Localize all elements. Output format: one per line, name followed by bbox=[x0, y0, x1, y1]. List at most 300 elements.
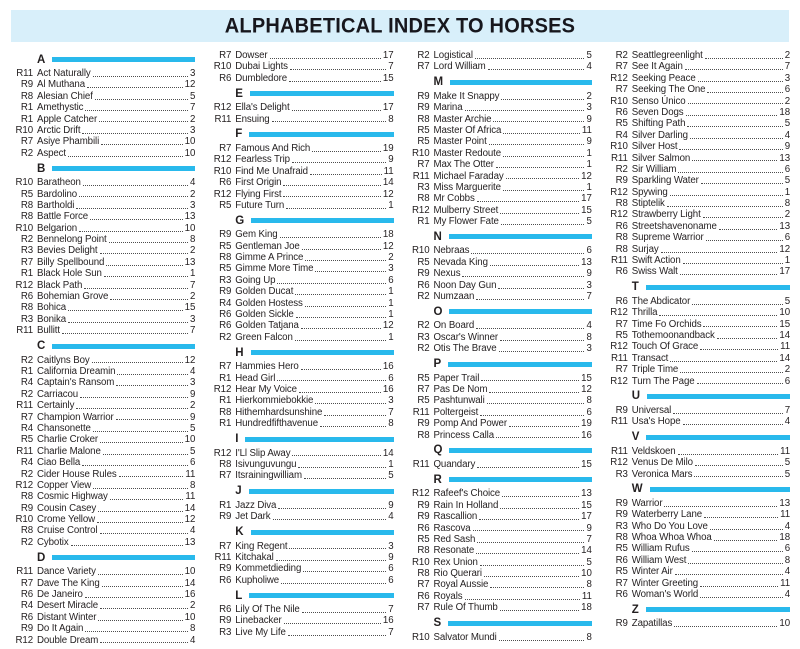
dot-leader bbox=[499, 351, 585, 352]
dot-leader bbox=[98, 620, 182, 621]
entry-race-number: R5 bbox=[219, 199, 232, 211]
entry-page-number: 16 bbox=[382, 615, 394, 627]
entry-horse-name: Whoa Whoa Whoa bbox=[631, 532, 712, 544]
entry-race-number: R6 bbox=[20, 291, 33, 303]
dot-leader bbox=[462, 276, 584, 277]
entry-horse-name: Mr Cobbs bbox=[433, 193, 475, 205]
index-entry bbox=[407, 511, 592, 522]
entry-page-number: 13 bbox=[779, 497, 790, 509]
entry-page-number: 2 bbox=[784, 95, 790, 107]
entry-page-number: 1 bbox=[388, 199, 394, 211]
section-letter: M bbox=[433, 76, 444, 89]
dot-leader bbox=[503, 156, 584, 157]
entry-page-number: 8 bbox=[586, 579, 592, 591]
entry-race-number: R12 bbox=[610, 186, 628, 198]
entry-race-number: R6 bbox=[615, 106, 628, 118]
dot-leader bbox=[703, 326, 777, 327]
entry-horse-name: Bevies Delight bbox=[37, 245, 98, 257]
section-header bbox=[208, 214, 393, 227]
entry-page-number: 17 bbox=[581, 193, 592, 205]
entry-horse-name: Carriacou bbox=[37, 388, 79, 400]
index-entry bbox=[605, 266, 790, 277]
entry-page-number: 5 bbox=[189, 422, 196, 434]
entry-horse-name: Silver Salmon bbox=[631, 152, 691, 164]
dot-leader bbox=[99, 121, 188, 122]
entry-race-number: R3 bbox=[417, 181, 430, 193]
entry-horse-name: Warrior bbox=[631, 497, 663, 509]
index-entry bbox=[10, 280, 195, 291]
index-entry bbox=[407, 193, 592, 204]
entry-race-number: R10 bbox=[412, 556, 430, 568]
dot-leader bbox=[100, 253, 188, 254]
entry-horse-name: My Flower Fate bbox=[433, 216, 499, 228]
dot-leader bbox=[688, 563, 782, 564]
entry-page-number: 6 bbox=[189, 457, 196, 469]
entry-horse-name: Dumbledore bbox=[235, 72, 288, 84]
entry-horse-name: Charlie Croker bbox=[37, 434, 99, 446]
dot-leader bbox=[675, 574, 783, 575]
entry-horse-name: Fearless Trip bbox=[235, 154, 290, 166]
entry-horse-name: Shifting Path bbox=[631, 118, 686, 130]
index-entry bbox=[10, 291, 195, 302]
entry-race-number: R5 bbox=[417, 256, 430, 268]
entry-page-number: 4 bbox=[189, 634, 196, 646]
dot-leader bbox=[286, 208, 386, 209]
section-header bbox=[407, 305, 592, 318]
index-entry bbox=[10, 257, 195, 268]
entry-horse-name: Max The Otter bbox=[433, 159, 494, 171]
section-letter: S bbox=[433, 617, 442, 630]
entry-race-number: R4 bbox=[20, 457, 33, 469]
entry-race-number: R5 bbox=[219, 240, 232, 252]
entry-horse-name: Certainly bbox=[37, 400, 75, 412]
entry-horse-name: Master Of Africa bbox=[433, 124, 502, 136]
entry-race-number: R12 bbox=[610, 307, 628, 319]
dot-leader bbox=[496, 437, 579, 438]
entry-page-number: 13 bbox=[779, 152, 790, 164]
dot-leader bbox=[502, 496, 579, 497]
section-rule bbox=[250, 91, 394, 96]
index-entry bbox=[407, 280, 592, 291]
entry-horse-name: Hundredfifthavenue bbox=[235, 418, 319, 430]
entry-horse-name: Golden Ducat bbox=[235, 286, 294, 298]
index-entry bbox=[208, 252, 393, 263]
dot-leader bbox=[667, 206, 783, 207]
entry-page-number: 3 bbox=[388, 395, 394, 407]
dot-leader bbox=[84, 288, 188, 289]
index-entry bbox=[407, 579, 592, 590]
entry-horse-name: Strawberry Light bbox=[631, 209, 701, 221]
entry-horse-name: Royals bbox=[433, 590, 463, 602]
dot-leader bbox=[116, 419, 188, 420]
dot-leader bbox=[688, 103, 783, 104]
entry-race-number: R6 bbox=[20, 589, 33, 601]
index-entry bbox=[407, 216, 592, 227]
entry-page-number: 1 bbox=[388, 286, 394, 298]
dot-leader bbox=[473, 530, 585, 531]
entry-horse-name: Stiptelik bbox=[631, 198, 665, 210]
index-columns bbox=[0, 50, 800, 646]
index-entry bbox=[208, 143, 393, 154]
entry-page-number: 12 bbox=[581, 170, 592, 182]
index-entry bbox=[10, 514, 195, 525]
entry-horse-name: Mulberry Street bbox=[433, 204, 499, 216]
entry-horse-name: Rex Union bbox=[433, 556, 478, 568]
entry-horse-name: Ella's Delight bbox=[235, 102, 290, 114]
entry-race-number: R2 bbox=[20, 536, 33, 548]
entry-page-number: 10 bbox=[779, 618, 790, 630]
dot-leader bbox=[465, 599, 580, 600]
index-entry bbox=[605, 555, 790, 566]
entry-race-number: R7 bbox=[219, 142, 232, 154]
index-entry bbox=[407, 545, 592, 556]
entry-page-number: 17 bbox=[382, 102, 394, 114]
entry-page-number: 4 bbox=[784, 520, 790, 532]
section-letter: F bbox=[235, 128, 243, 141]
entry-race-number: R12 bbox=[213, 102, 232, 114]
entry-race-number: R2 bbox=[417, 320, 430, 332]
index-entry bbox=[407, 500, 592, 511]
entry-page-number: 6 bbox=[586, 406, 592, 418]
entry-horse-name: First Origin bbox=[235, 177, 282, 189]
dot-leader bbox=[109, 242, 188, 243]
dot-leader bbox=[278, 508, 386, 509]
index-entry bbox=[605, 73, 790, 84]
index-entry bbox=[10, 525, 195, 536]
index-entry bbox=[407, 245, 592, 256]
index-entry bbox=[10, 389, 195, 400]
entry-horse-name: Dubai Lights bbox=[235, 61, 288, 73]
entry-horse-name: Marina bbox=[433, 102, 463, 114]
entry-horse-name: Caitlyns Boy bbox=[37, 354, 90, 366]
entry-page-number: 2 bbox=[189, 188, 196, 200]
index-entry bbox=[208, 552, 393, 563]
index-entry bbox=[605, 61, 790, 72]
entry-race-number: R9 bbox=[219, 563, 232, 575]
index-entry bbox=[407, 557, 592, 568]
index-entry bbox=[407, 159, 592, 170]
section-letter: K bbox=[235, 526, 244, 538]
dot-leader bbox=[481, 380, 579, 381]
index-entry bbox=[208, 114, 393, 125]
entry-page-number: 12 bbox=[382, 320, 394, 332]
index-entry bbox=[605, 107, 790, 118]
entry-horse-name: Gentleman Joe bbox=[235, 240, 300, 252]
entry-page-number: 5 bbox=[784, 118, 790, 130]
section-letter: B bbox=[37, 162, 46, 175]
entry-horse-name: Dance Variety bbox=[37, 566, 96, 578]
entry-page-number: 4 bbox=[784, 589, 790, 601]
entry-page-number: 18 bbox=[581, 602, 592, 614]
dot-leader bbox=[104, 276, 188, 277]
entry-race-number: R4 bbox=[219, 297, 232, 309]
entry-horse-name: Paper Trail bbox=[433, 372, 480, 384]
index-entry bbox=[605, 521, 790, 532]
index-entry bbox=[407, 125, 592, 136]
entry-race-number: R8 bbox=[417, 568, 430, 580]
entry-race-number: R9 bbox=[20, 79, 33, 91]
entry-page-number: 14 bbox=[382, 447, 394, 459]
dot-leader bbox=[100, 642, 188, 643]
entry-page-number: 12 bbox=[382, 188, 394, 200]
entry-page-number: 7 bbox=[388, 626, 394, 638]
entry-race-number: R7 bbox=[20, 256, 33, 268]
entry-race-number: R1 bbox=[219, 499, 232, 511]
index-entry bbox=[605, 175, 790, 186]
entry-race-number: R2 bbox=[417, 291, 430, 303]
entry-horse-name: Winter Air bbox=[631, 566, 673, 578]
dot-leader bbox=[97, 522, 183, 523]
entry-horse-name: Aspect bbox=[37, 147, 67, 159]
dot-leader bbox=[284, 623, 381, 624]
entry-race-number: R3 bbox=[219, 626, 232, 638]
entry-page-number: 10 bbox=[184, 147, 196, 159]
entry-horse-name: Alesian Chief bbox=[37, 90, 93, 102]
section-letter: P bbox=[433, 358, 442, 371]
entry-race-number: R10 bbox=[15, 177, 33, 189]
entry-page-number: 1 bbox=[388, 297, 394, 309]
index-entry bbox=[605, 232, 790, 243]
entry-horse-name: Live My Life bbox=[235, 626, 286, 638]
entry-page-number: 4 bbox=[189, 525, 196, 537]
entry-page-number: 7 bbox=[784, 61, 790, 73]
entry-page-number: 19 bbox=[581, 418, 592, 430]
entry-race-number: R6 bbox=[417, 590, 430, 602]
entry-horse-name: Bohemian Grove bbox=[37, 291, 109, 303]
entry-page-number: 15 bbox=[184, 302, 196, 314]
section-letter: C bbox=[37, 340, 46, 353]
entry-race-number: R9 bbox=[219, 229, 232, 241]
dot-leader bbox=[87, 87, 183, 88]
entry-horse-name: Swift Action bbox=[631, 255, 681, 267]
section-rule bbox=[251, 530, 394, 535]
entry-race-number: R2 bbox=[20, 468, 33, 480]
entry-horse-name: Cider House Rules bbox=[37, 468, 117, 480]
entry-horse-name: Itsrainingwilliam bbox=[235, 470, 302, 482]
section-rule bbox=[449, 234, 592, 239]
index-entry bbox=[10, 491, 195, 502]
entry-horse-name: Isivunguvungu bbox=[235, 458, 297, 470]
entry-page-number: 15 bbox=[382, 72, 394, 84]
index-entry bbox=[407, 268, 592, 279]
index-entry bbox=[10, 503, 195, 514]
dot-leader bbox=[673, 413, 782, 414]
section-header bbox=[10, 162, 195, 175]
section-rule bbox=[251, 350, 394, 355]
entry-horse-name: Nevada King bbox=[433, 256, 488, 268]
dot-leader bbox=[117, 374, 188, 375]
index-entry bbox=[407, 568, 592, 579]
entry-horse-name: King Regent bbox=[235, 540, 288, 552]
entry-race-number: R7 bbox=[20, 577, 33, 589]
dot-leader bbox=[496, 167, 585, 168]
entry-race-number: R7 bbox=[417, 159, 430, 171]
entry-race-number: R3 bbox=[20, 245, 33, 257]
entry-page-number: 11 bbox=[780, 341, 790, 353]
section-rule bbox=[448, 362, 592, 367]
index-entry bbox=[407, 320, 592, 331]
entry-race-number: R6 bbox=[20, 611, 33, 623]
index-entry bbox=[208, 418, 393, 429]
section-letter: I bbox=[235, 433, 239, 446]
dot-leader bbox=[80, 397, 188, 398]
index-entry bbox=[605, 130, 790, 141]
entry-horse-name: Captain's Ransom bbox=[37, 377, 115, 389]
section-letter: Q bbox=[433, 444, 443, 457]
entry-race-number: R4 bbox=[20, 600, 33, 612]
entry-horse-name: Master Redoute bbox=[433, 147, 502, 159]
entry-horse-name: Gem King bbox=[235, 229, 278, 241]
entry-race-number: R11 bbox=[610, 416, 628, 428]
index-entry bbox=[208, 241, 393, 252]
entry-page-number: 9 bbox=[586, 268, 592, 280]
entry-page-number: 11 bbox=[780, 445, 790, 457]
dot-leader bbox=[95, 99, 188, 100]
index-entry bbox=[605, 50, 790, 61]
entry-race-number: R11 bbox=[16, 566, 33, 578]
entry-page-number: 6 bbox=[388, 574, 394, 586]
dot-leader bbox=[659, 315, 777, 316]
dot-leader bbox=[79, 231, 183, 232]
entry-race-number: R10 bbox=[213, 165, 232, 177]
entry-page-number: 15 bbox=[581, 499, 592, 511]
entry-page-number: 14 bbox=[184, 577, 196, 589]
dot-leader bbox=[302, 612, 387, 613]
dot-leader bbox=[509, 426, 579, 427]
section-header bbox=[407, 358, 592, 371]
dot-leader bbox=[683, 424, 783, 425]
dot-leader bbox=[79, 196, 188, 197]
entry-horse-name: Make It Snappy bbox=[433, 90, 500, 102]
dot-leader bbox=[479, 519, 579, 520]
dot-leader bbox=[694, 476, 782, 477]
entry-page-number: 1 bbox=[388, 331, 394, 343]
section-header bbox=[10, 551, 195, 564]
index-entry bbox=[208, 448, 393, 459]
index-entry bbox=[605, 141, 790, 152]
entry-race-number: R8 bbox=[417, 545, 430, 557]
entry-race-number: R9 bbox=[20, 502, 33, 514]
dot-leader bbox=[678, 172, 782, 173]
entry-race-number: R11 bbox=[214, 113, 232, 125]
entry-horse-name: Future Turn bbox=[235, 199, 285, 211]
index-entry bbox=[10, 400, 195, 411]
index-entry bbox=[10, 623, 195, 634]
index-entry bbox=[10, 234, 195, 245]
entry-race-number: R3 bbox=[615, 520, 628, 532]
entry-race-number: R8 bbox=[20, 211, 33, 223]
dot-leader bbox=[298, 467, 386, 468]
dot-leader bbox=[295, 340, 386, 341]
entry-page-number: 5 bbox=[784, 175, 790, 187]
dot-leader bbox=[116, 385, 188, 386]
dot-leader bbox=[475, 58, 585, 59]
entry-horse-name: Kitchakal bbox=[235, 551, 274, 563]
entry-horse-name: Dave The King bbox=[37, 577, 100, 589]
entry-horse-name: Bartholdi bbox=[37, 199, 75, 211]
index-entry bbox=[10, 148, 195, 159]
entry-horse-name: Bardolino bbox=[37, 188, 78, 200]
entry-page-number: 8 bbox=[784, 198, 790, 210]
entry-race-number: R9 bbox=[417, 90, 430, 102]
entry-horse-name: Double Dream bbox=[37, 634, 99, 646]
index-entry bbox=[208, 627, 393, 638]
index-entry bbox=[605, 255, 790, 266]
entry-page-number: 7 bbox=[189, 325, 196, 337]
entry-page-number: 16 bbox=[382, 383, 394, 395]
entry-horse-name: Seeking Peace bbox=[631, 72, 696, 84]
entry-horse-name: Bullitt bbox=[37, 325, 60, 337]
dot-leader bbox=[101, 144, 183, 145]
index-entry bbox=[10, 79, 195, 90]
dot-leader bbox=[93, 431, 188, 432]
entry-race-number: R6 bbox=[219, 309, 232, 321]
index-entry bbox=[605, 469, 790, 480]
section-rule bbox=[52, 166, 195, 171]
dot-leader bbox=[685, 69, 783, 70]
entry-horse-name: Ensuing bbox=[235, 113, 270, 125]
section-rule bbox=[448, 621, 592, 626]
index-entry bbox=[407, 102, 592, 113]
entry-page-number: 9 bbox=[586, 136, 592, 148]
entry-page-number: 10 bbox=[184, 611, 196, 623]
entry-horse-name: California Dreamin bbox=[37, 365, 116, 377]
entry-race-number: R9 bbox=[219, 286, 232, 298]
entry-race-number: R7 bbox=[615, 318, 628, 330]
index-entry bbox=[605, 416, 790, 427]
entry-horse-name: Bennelong Point bbox=[37, 234, 107, 246]
index-entry bbox=[208, 154, 393, 165]
index-entry bbox=[208, 309, 393, 320]
entry-horse-name: Bohica bbox=[37, 302, 67, 314]
index-column bbox=[407, 50, 592, 646]
entry-page-number: 13 bbox=[779, 220, 790, 232]
dot-leader bbox=[690, 138, 783, 139]
entry-page-number: 12 bbox=[184, 514, 196, 526]
entry-race-number: R12 bbox=[15, 634, 33, 646]
entry-page-number: 2 bbox=[784, 364, 790, 376]
entry-page-number: 4 bbox=[388, 511, 394, 523]
entry-page-number: 6 bbox=[388, 372, 394, 384]
entry-page-number: 2 bbox=[189, 600, 196, 612]
entry-horse-name: Arctic Drift bbox=[37, 124, 81, 136]
index-entry bbox=[10, 600, 195, 611]
entry-page-number: 18 bbox=[779, 106, 790, 118]
entry-horse-name: William West bbox=[631, 554, 687, 566]
entry-horse-name: Green Falcon bbox=[235, 331, 293, 343]
entry-race-number: R1 bbox=[219, 418, 232, 430]
index-entry bbox=[407, 182, 592, 193]
dot-leader bbox=[98, 574, 183, 575]
entry-page-number: 4 bbox=[189, 177, 196, 189]
dot-leader bbox=[679, 149, 782, 150]
dot-leader bbox=[499, 640, 585, 641]
entry-race-number: R8 bbox=[219, 252, 232, 264]
index-entry bbox=[605, 341, 790, 352]
entry-page-number: 4 bbox=[784, 416, 790, 428]
index-entry bbox=[10, 446, 195, 457]
entry-page-number: 6 bbox=[784, 163, 790, 175]
entry-race-number: R5 bbox=[417, 136, 430, 148]
dot-leader bbox=[93, 76, 188, 77]
entry-horse-name: Silver Host bbox=[631, 141, 678, 153]
entry-page-number: 5 bbox=[784, 468, 790, 480]
dot-leader bbox=[714, 540, 778, 541]
index-entry bbox=[10, 457, 195, 468]
entry-race-number: R11 bbox=[610, 352, 628, 364]
dot-leader bbox=[695, 465, 783, 466]
entry-race-number: R12 bbox=[610, 341, 628, 353]
